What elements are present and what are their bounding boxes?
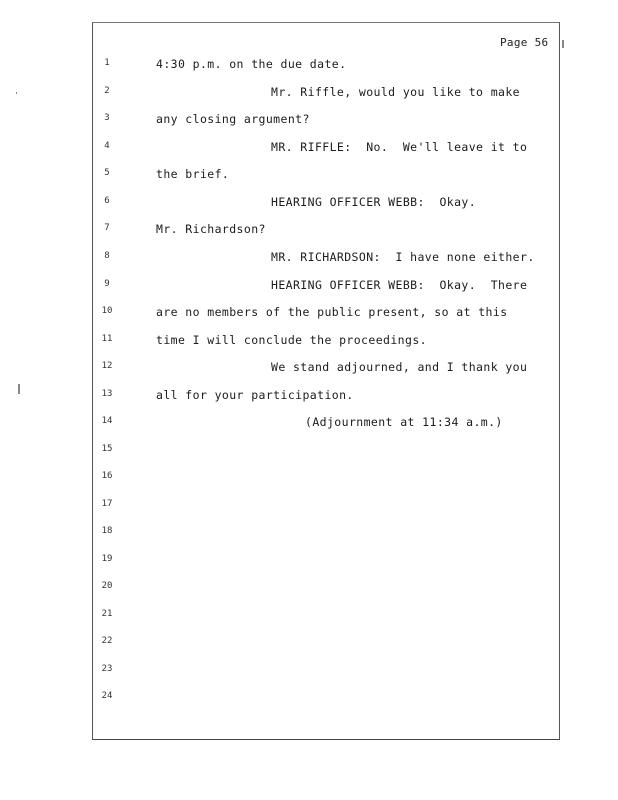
transcript-line: HEARING OFFICER WEBB: Okay. There (271, 278, 528, 292)
line-number: 1 (104, 58, 110, 68)
transcript-page-frame (92, 22, 560, 740)
line-number: 9 (104, 279, 110, 289)
line-number: 23 (101, 664, 113, 674)
transcript-line: We stand adjourned, and I thank you (271, 360, 528, 374)
line-number: 12 (101, 361, 113, 371)
page-number: Page 56 (500, 36, 549, 49)
transcript-line: all for your participation. (156, 388, 354, 402)
line-number: 2 (104, 86, 110, 96)
transcript-line: (Adjournment at 11:34 a.m.) (305, 415, 503, 429)
line-number: 17 (101, 499, 113, 509)
line-number: 13 (101, 389, 113, 399)
line-number: 8 (104, 251, 110, 261)
scan-speck (16, 92, 17, 94)
transcript-line: Mr. Richardson? (156, 222, 266, 236)
line-number: 16 (101, 471, 113, 481)
transcript-line: are no members of the public present, so at this (156, 305, 508, 319)
line-number: 3 (104, 113, 110, 123)
line-number: 6 (104, 196, 110, 206)
line-number: 14 (101, 416, 113, 426)
line-number: 20 (101, 581, 113, 591)
transcript-line: 4:30 p.m. on the due date. (156, 57, 347, 71)
line-number: 22 (101, 636, 113, 646)
line-number: 11 (101, 334, 113, 344)
line-number: 4 (104, 141, 110, 151)
line-number: 21 (101, 609, 113, 619)
scan-speck (562, 40, 564, 48)
transcript-line: MR. RIFFLE: No. We'll leave it to (271, 140, 528, 154)
line-number: 5 (104, 168, 110, 178)
line-number: 19 (101, 554, 113, 564)
transcript-line: time I will conclude the proceedings. (156, 333, 427, 347)
line-number: 7 (104, 223, 110, 233)
line-number: 10 (101, 306, 113, 316)
line-number: 24 (101, 691, 113, 701)
line-number: 15 (101, 444, 113, 454)
line-number: 18 (101, 526, 113, 536)
transcript-line: any closing argument? (156, 112, 310, 126)
transcript-line: MR. RICHARDSON: I have none either. (271, 250, 535, 264)
transcript-line: the brief. (156, 167, 230, 181)
scan-speck (18, 384, 20, 394)
transcript-line: Mr. Riffle, would you like to make (271, 85, 521, 99)
transcript-line: HEARING OFFICER WEBB: Okay. (271, 195, 477, 209)
